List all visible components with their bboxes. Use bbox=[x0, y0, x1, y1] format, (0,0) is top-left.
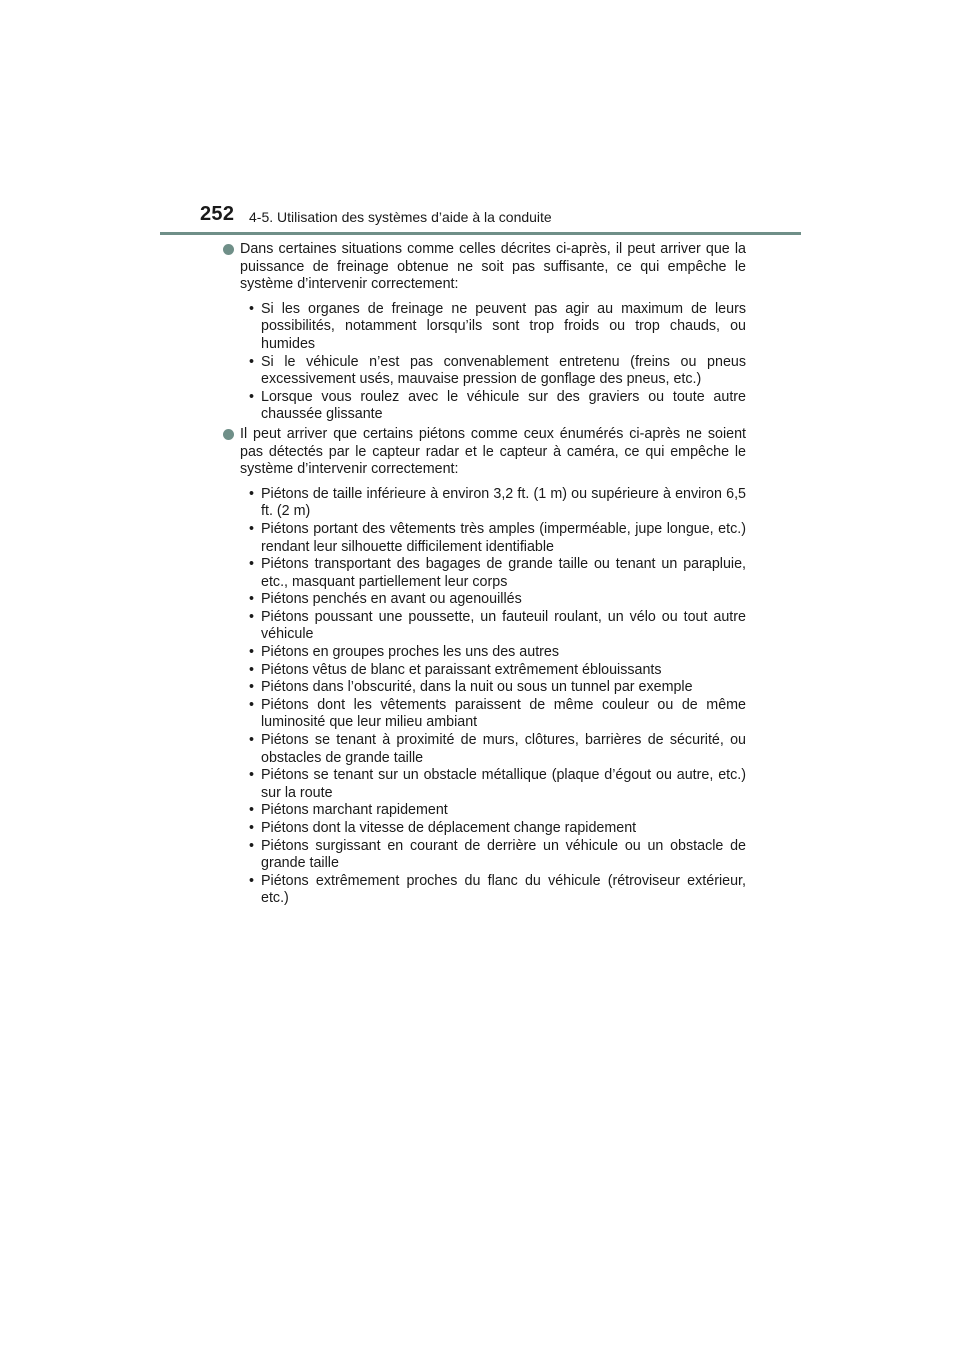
list-item-text: Si le véhicule n’est pas convenablement entretenu (freins ou pneus excessivement usés, mauvaise pression de gonflage des pneus, etc.) bbox=[261, 353, 746, 388]
list-item bbox=[240, 662, 746, 680]
list-item-text: Piétons dont les vêtements paraissent de même couleur ou de même luminosité que leur milieu ambiant bbox=[261, 696, 746, 731]
page-content bbox=[228, 241, 746, 910]
dot-bullet-icon: • bbox=[249, 696, 255, 713]
list-item-text: Piétons vêtus de blanc et paraissant extrêmement éblouissants bbox=[261, 661, 662, 678]
dot-bullet-icon: • bbox=[249, 300, 255, 317]
dot-bullet-icon: • bbox=[249, 591, 255, 608]
list-item-text: Piétons portant des vêtements très amples (imperméable, jupe longue, etc.) rendant leur silhouette difficilement identifiable bbox=[261, 520, 746, 555]
list-item bbox=[240, 679, 746, 697]
list-item bbox=[240, 486, 746, 521]
dot-bullet-icon: • bbox=[249, 644, 255, 661]
list-item-text: Piétons marchant rapidement bbox=[261, 802, 448, 819]
list-item bbox=[240, 838, 746, 873]
header-divider bbox=[160, 232, 801, 235]
dot-bullet-icon: • bbox=[249, 872, 255, 889]
list-item bbox=[240, 609, 746, 644]
list-item bbox=[240, 820, 746, 838]
list-item-text: Piétons poussant une poussette, un fauteuil roulant, un vélo ou tout autre véhicule bbox=[261, 608, 746, 643]
dot-bullet-icon: • bbox=[249, 608, 255, 625]
list-item bbox=[240, 697, 746, 732]
list-item-text: Piétons transportant des bagages de grande taille ou tenant un parapluie, etc., masquant partiellement leur corps bbox=[261, 556, 746, 590]
list-item bbox=[240, 802, 746, 820]
dot-bullet-icon: • bbox=[249, 732, 255, 749]
list-item-text: Lorsque vous roulez avec le véhicule sur des graviers ou toute autre chaussée glissante bbox=[261, 388, 746, 423]
list-item bbox=[240, 354, 746, 389]
dot-bullet-icon: • bbox=[249, 661, 255, 678]
dot-bullet-icon: • bbox=[249, 679, 255, 696]
list-item bbox=[240, 389, 746, 424]
dot-bullet-icon: • bbox=[249, 520, 255, 537]
list-item-text: Si les organes de freinage ne peuvent pas agir au maximum de leurs possibilités, notamment lorsqu’ils sont trop froids ou trop chauds, ou humides bbox=[261, 300, 746, 352]
list-item bbox=[240, 767, 746, 802]
list-item-text: Piétons de taille inférieure à environ 3,2 ft. (1 m) ou supérieure à environ 6,5 ft. (2 m) bbox=[261, 485, 746, 520]
list-item bbox=[240, 301, 746, 354]
circle-bullet-icon bbox=[223, 244, 234, 255]
dot-bullet-icon: • bbox=[249, 353, 255, 370]
dot-bullet-icon: • bbox=[249, 485, 255, 502]
section-title: 4-5. Utilisation des systèmes d’aide à la conduite bbox=[249, 209, 552, 225]
block-intro-text: Il peut arriver que certains piétons comme ceux énumérés ci-après ne soient pas détectés par le capteur radar et le capteur à caméra, ce qui empêche le système d’intervenir correctement: bbox=[240, 425, 746, 478]
list-item-text: Piétons surgissant en courant de derrière un véhicule ou un obstacle de grande taille bbox=[261, 837, 746, 872]
list-item bbox=[240, 732, 746, 767]
circle-bullet-icon bbox=[223, 429, 234, 440]
list-item-text: Piétons dans l’obscurité, dans la nuit ou sous un tunnel par exemple bbox=[261, 679, 693, 696]
list-item bbox=[240, 873, 746, 908]
list-item bbox=[240, 644, 746, 662]
list-item-text: Piétons se tenant sur un obstacle métallique (plaque d’égout ou autre, etc.) sur la route bbox=[261, 767, 746, 801]
dot-bullet-icon: • bbox=[249, 820, 255, 836]
page-number: 252 bbox=[200, 203, 235, 225]
list-item-text: Piétons en groupes proches les uns des autres bbox=[261, 644, 560, 661]
list-item-text: Piétons se tenant à proximité de murs, clôtures, barrières de sécurité, ou obstacles de grande taille bbox=[261, 732, 746, 766]
list-item-text: Piétons penchés en avant ou agenouillés bbox=[261, 591, 522, 608]
list-item bbox=[240, 556, 746, 591]
list-item-text: Piétons dont la vitesse de déplacement change rapidement bbox=[261, 820, 637, 836]
dot-bullet-icon: • bbox=[249, 767, 255, 784]
dot-bullet-icon: • bbox=[249, 556, 255, 573]
list-item bbox=[240, 591, 746, 609]
braking-conditions-list bbox=[240, 301, 746, 424]
pedestrian-conditions-list bbox=[240, 486, 746, 908]
list-item-text: Piétons extrêmement proches du flanc du véhicule (rétroviseur extérieur, etc.) bbox=[261, 872, 746, 907]
bullet-block-braking bbox=[228, 241, 746, 424]
dot-bullet-icon: • bbox=[249, 802, 255, 819]
bullet-block-pedestrians bbox=[228, 426, 746, 908]
dot-bullet-icon: • bbox=[249, 388, 255, 405]
block-intro-text: Dans certaines situations comme celles décrites ci-après, il peut arriver que la puissance de freinage obtenue ne soit pas suffisante, ce qui empêche le système d’intervenir correctement: bbox=[240, 241, 746, 293]
dot-bullet-icon: • bbox=[249, 837, 255, 854]
list-item bbox=[240, 521, 746, 556]
